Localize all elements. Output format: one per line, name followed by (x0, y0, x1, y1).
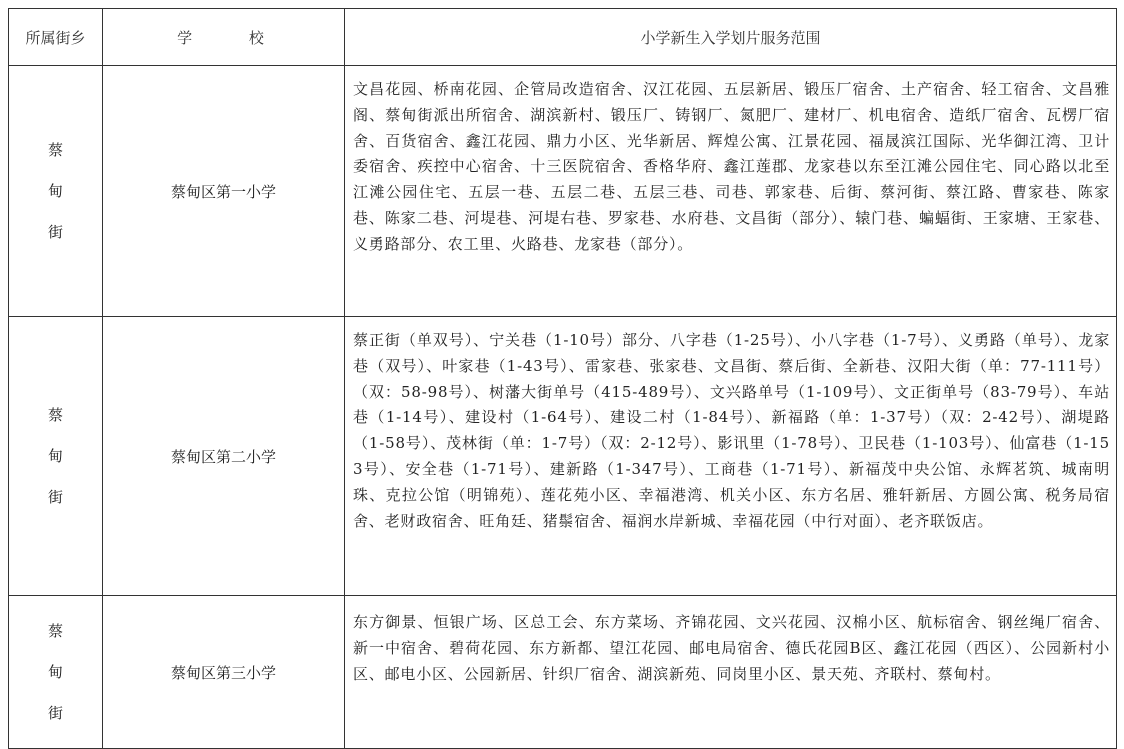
header-school: 学 校 (103, 9, 345, 66)
header-scope: 小学新生入学划片服务范围 (345, 9, 1117, 66)
table-row (9, 596, 1117, 749)
district-cell: 蔡 甸 街 (9, 317, 103, 596)
district-cell: 蔡 甸 街 (9, 596, 103, 749)
table-header-row (9, 9, 1117, 66)
header-district: 所属街乡 (9, 9, 103, 66)
scope-cell: 东方御景、恒银广场、区总工会、东方菜场、齐锦花园、文兴花园、汉棉小区、航标宿舍、钢丝绳厂宿舍、新一中宿舍、碧荷花园、东方新都、望江花园、邮电局宿舍、德氏花园B区、鑫江花园（西区）、公园新村小区、邮电小区、公园新居、针织厂宿舍、湖滨新苑、同岗里小区、景天苑、齐联村、蔡甸村。 (345, 596, 1117, 749)
table-row (9, 66, 1117, 317)
school-cell: 蔡甸区第二小学 (103, 317, 345, 596)
school-cell: 蔡甸区第三小学 (103, 596, 345, 749)
scope-cell: 蔡正街（单双号）、宁关巷（1-10号）部分、八字巷（1-25号）、小八字巷（1-7号）、义勇路（单号）、龙家巷（双号）、叶家巷（1-43号）、雷家巷、张家巷、文昌街、蔡后街、全新巷、汉阳大街（单：77-111号）（双：58-98号）、树藩大街单号（415-489号）、文兴路单号（1-109号）、文正街单号（83-79号）、车站巷（1-14号）、建设村（1-64号）、建设二村（1-84号）、新福路（单：1-37号）（双：2-42号）、湖堤路（1-58号）、茂林街（单：1-7号）（双：2-12号）、影讯里（1-78号）、卫民巷（1-103号）、仙富巷（1-153号）、安全巷（1-71号）、建新路（1-347号）、工商巷（1-71号）、新福茂中央公馆、永辉茗筑、城南明珠、克拉公馆（明锦苑）、莲花苑小区、幸福港湾、机关小区、东方名居、雅轩新居、方圆公寓、税务局宿舍、老财政宿舍、旺角廷、猪鬃宿舍、福润水岸新城、幸福花园（中行对面）、老齐联饭店。 (345, 317, 1117, 596)
scope-cell: 文昌花园、桥南花园、企管局改造宿舍、汉江花园、五层新居、锻压厂宿舍、土产宿舍、轻工宿舍、文昌雅阁、蔡甸街派出所宿舍、湖滨新村、锻压厂、铸钢厂、氮肥厂、建材厂、机电宿舍、造纸厂宿舍、瓦楞厂宿舍、百货宿舍、鑫江花园、鼎力小区、光华新居、辉煌公寓、江景花园、福晟滨江国际、光华御江湾、卫计委宿舍、疾控中心宿舍、十三医院宿舍、香格华府、鑫江莲郡、龙家巷以东至江滩公园住宅、同心路以北至江滩公园住宅、五层一巷、五层二巷、五层三巷、司巷、郭家巷、后街、蔡河街、蔡江路、曹家巷、陈家巷、陈家二巷、河堤巷、河堤右巷、罗家巷、水府巷、文昌街（部分）、辕门巷、蝙蝠街、王家塘、王家巷、义勇路部分、农工里、火路巷、龙家巷（部分）。 (345, 66, 1117, 317)
district-cell: 蔡 甸 街 (9, 66, 103, 317)
school-district-table (8, 8, 1117, 749)
school-cell: 蔡甸区第一小学 (103, 66, 345, 317)
table-row (9, 317, 1117, 596)
